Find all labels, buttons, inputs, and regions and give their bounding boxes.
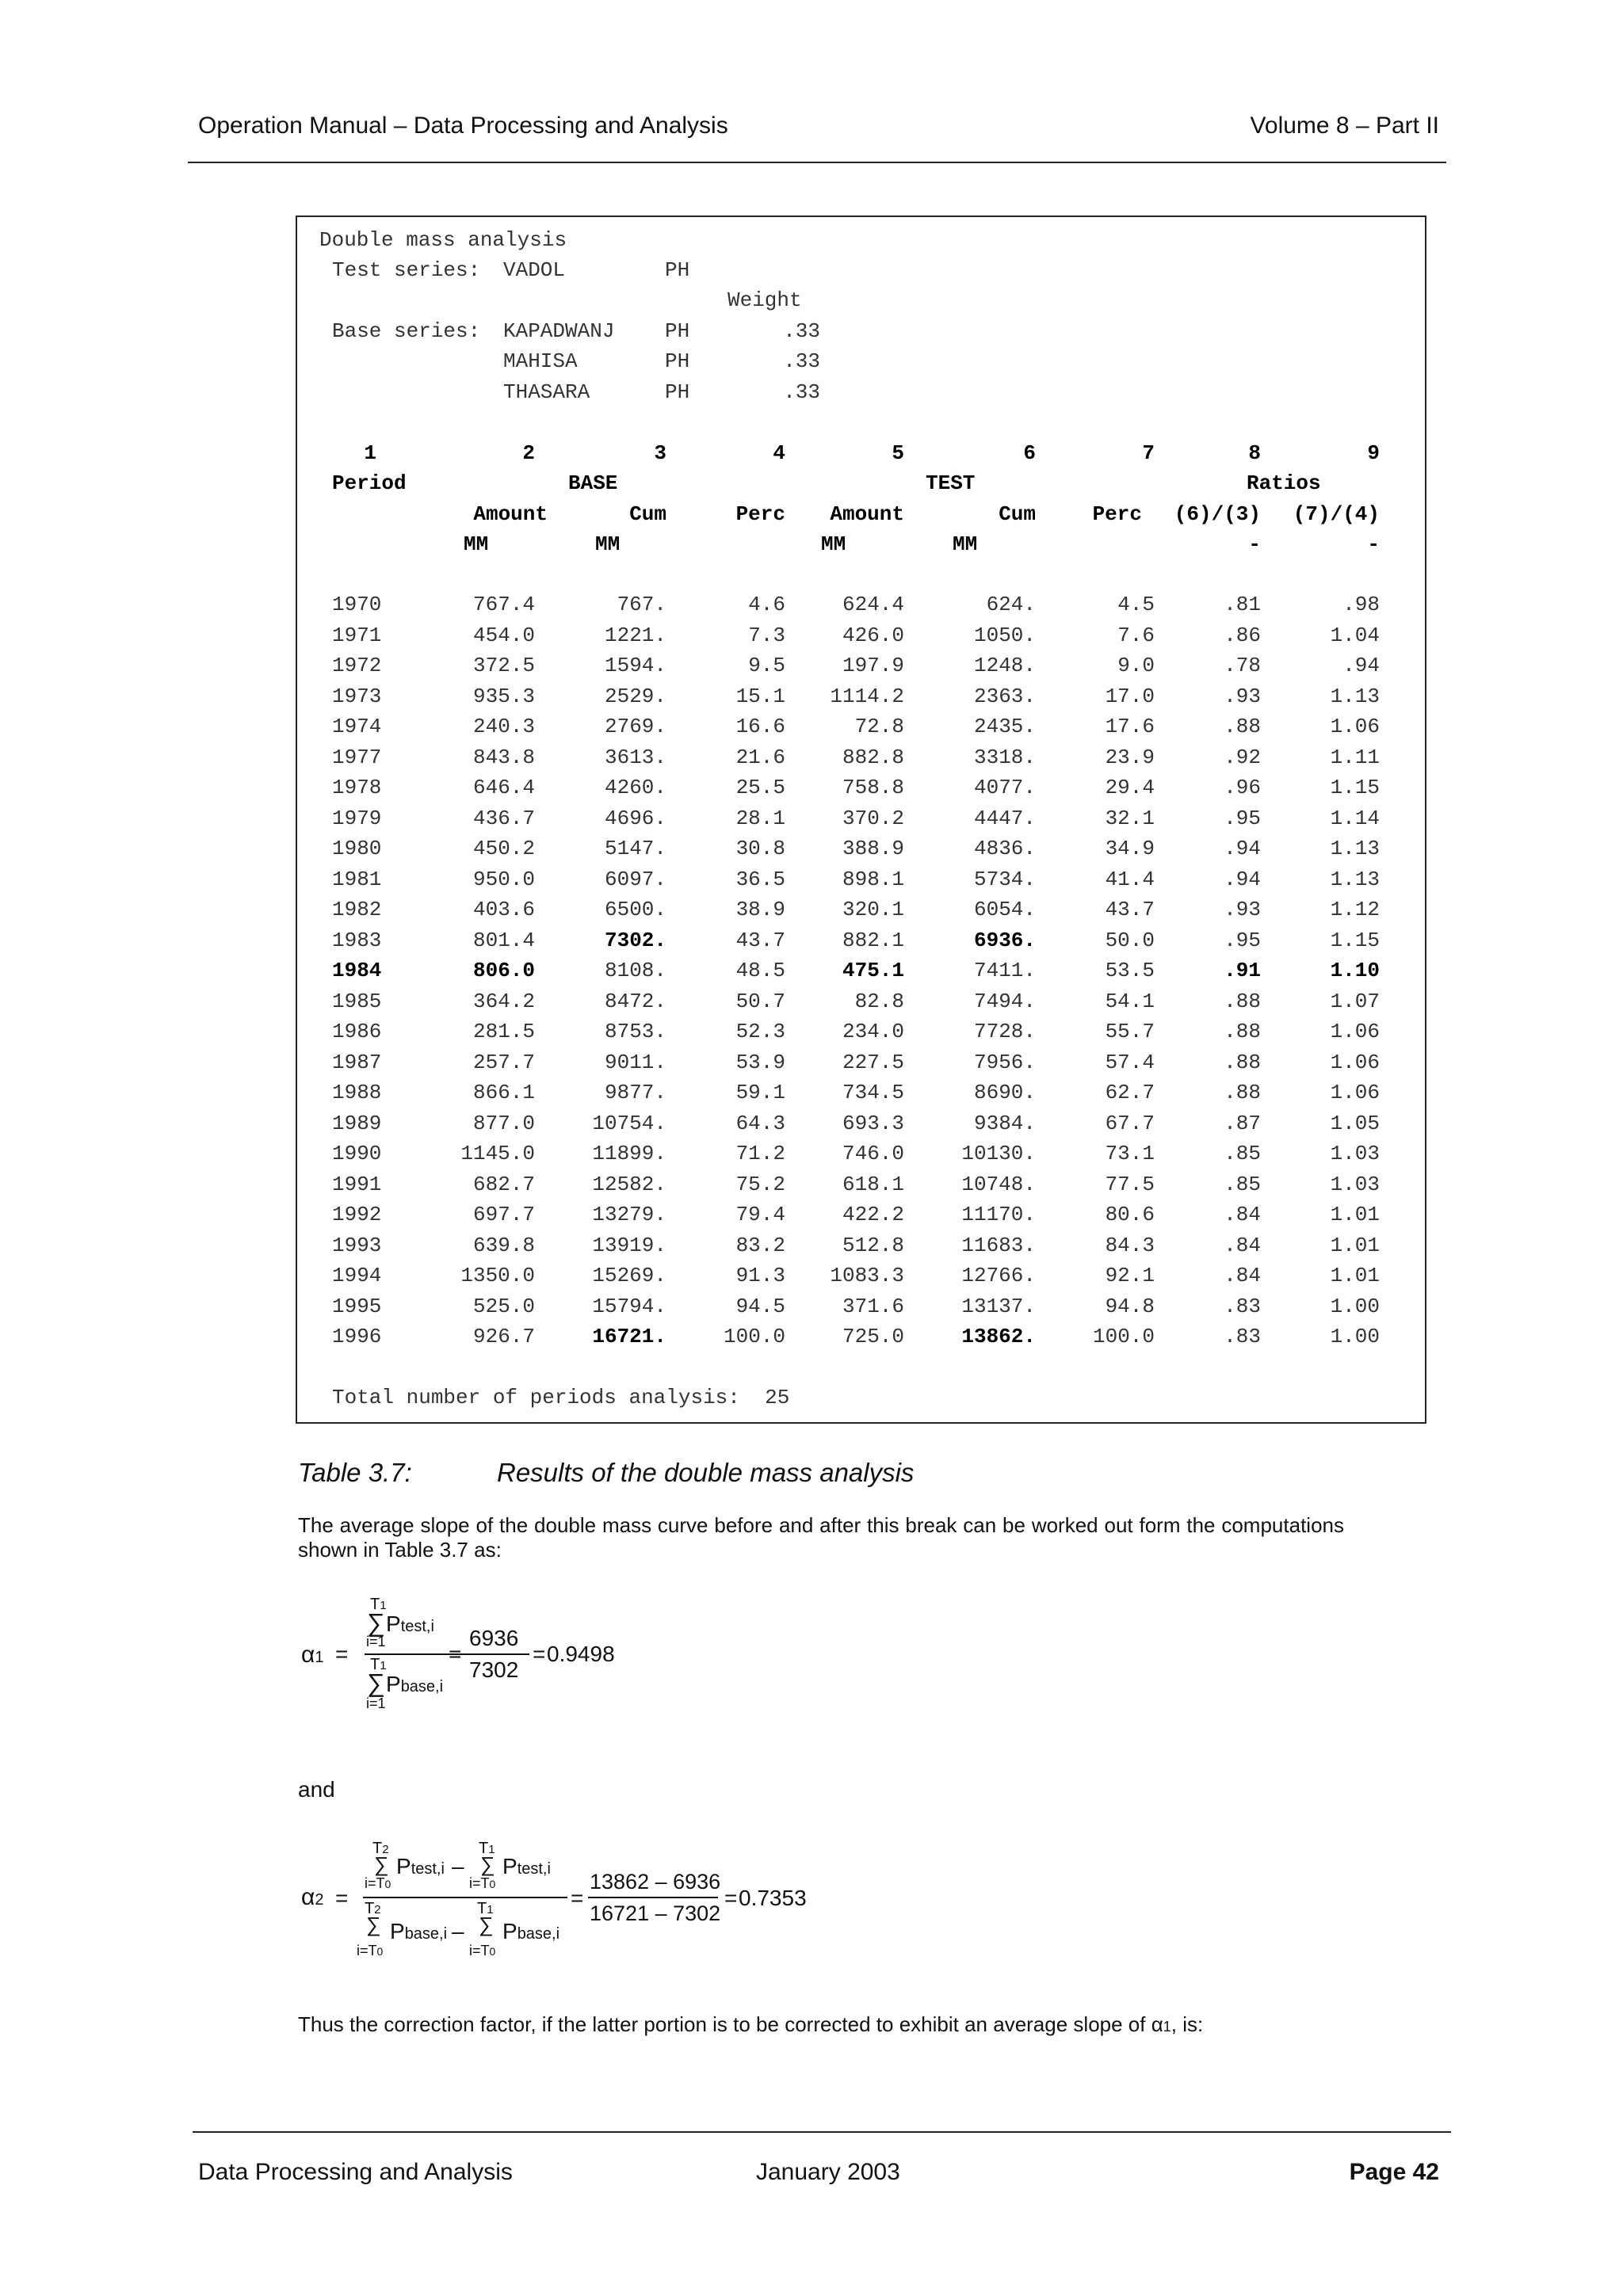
- table-cell: 34.9: [1105, 837, 1155, 860]
- table-cell: 281.5: [472, 1020, 535, 1043]
- table-cell: .92: [1224, 745, 1261, 769]
- table-cell: 10130.: [961, 1142, 1036, 1165]
- base-station-name: KAPADWANJ: [503, 319, 615, 343]
- perc-header: Perc: [1092, 502, 1142, 526]
- table-cell: 1982: [332, 898, 382, 921]
- table-cell: 320.1: [842, 898, 904, 921]
- paragraph-correction-text: Thus the correction factor, if the latter portion is to be corrected to exhibit an average slope of: [298, 2012, 1146, 2036]
- table-cell: 1981: [332, 867, 382, 891]
- paragraph-slope: The average slope of the double mass curve before and after this break can be worked out form the computations shown in Table 3.7 as:: [298, 1513, 1344, 1562]
- table-cell: 9877.: [604, 1081, 666, 1104]
- table-cell: 13919.: [592, 1233, 666, 1257]
- table-cell: 54.1: [1105, 989, 1155, 1013]
- table-cell: 512.8: [842, 1233, 904, 1257]
- table-cell: 6054.: [973, 898, 1036, 921]
- table-cell: 36.5: [735, 867, 785, 891]
- table-cell: 23.9: [1105, 745, 1155, 769]
- table-cell: 6097.: [604, 867, 666, 891]
- table-cell: 1993: [332, 1233, 382, 1257]
- table-cell: 9011.: [604, 1050, 666, 1074]
- table-cell: 388.9: [842, 837, 904, 860]
- base-station-weight: .33: [783, 319, 820, 343]
- table-cell: 48.5: [735, 959, 785, 982]
- col-number: 4: [773, 441, 785, 465]
- table-cell: .88: [1224, 989, 1261, 1013]
- double-mass-table-box: [296, 215, 1426, 1424]
- table-cell: .94: [1224, 837, 1261, 860]
- table-cell: 41.4: [1105, 867, 1155, 891]
- table-cell: 7956.: [973, 1050, 1036, 1074]
- table-cell: 1985: [332, 989, 382, 1013]
- table-cell: 62.7: [1105, 1081, 1155, 1104]
- table-cell: 1248.: [973, 654, 1036, 677]
- table-cell: 1.06: [1330, 715, 1380, 738]
- table-cell: 801.4: [472, 928, 535, 952]
- table-cell: 1977: [332, 745, 382, 769]
- base-station-type: PH: [665, 319, 690, 343]
- table-cell: .86: [1224, 623, 1261, 647]
- table-cell: 197.9: [842, 654, 904, 677]
- caption-title: Results of the double mass analysis: [497, 1458, 915, 1487]
- base-header: BASE: [568, 471, 618, 495]
- table-cell: .95: [1224, 928, 1261, 952]
- table-cell: .96: [1224, 776, 1261, 799]
- unit-mm: MM: [464, 532, 489, 556]
- table-cell: 50.7: [735, 989, 785, 1013]
- table-cell: 682.7: [472, 1172, 535, 1196]
- table-cell: 1996: [332, 1325, 382, 1348]
- cum-header: Cum: [999, 502, 1036, 526]
- table-cell: 3613.: [604, 745, 666, 769]
- unit-dash: -: [1248, 532, 1261, 556]
- table-cell: 843.8: [472, 745, 535, 769]
- table-cell: 767.4: [472, 593, 535, 616]
- table-cell: 5147.: [604, 837, 666, 860]
- table-cell: .83: [1224, 1294, 1261, 1318]
- table-cell: 3318.: [973, 745, 1036, 769]
- table-cell: .88: [1224, 1050, 1261, 1074]
- table-cell: 436.7: [472, 806, 535, 830]
- table-cell: 4447.: [973, 806, 1036, 830]
- base-station-name: THASARA: [503, 380, 590, 404]
- caption-number: Table 3.7:: [298, 1458, 412, 1487]
- base-series-label: Base series:: [332, 319, 481, 343]
- table-cell: 725.0: [842, 1325, 904, 1348]
- table-cell: .87: [1224, 1111, 1261, 1135]
- table-cell: 882.8: [842, 745, 904, 769]
- table-cell: 1.06: [1330, 1081, 1380, 1104]
- perc-header: Perc: [735, 502, 785, 526]
- table-cell: 57.4: [1105, 1050, 1155, 1074]
- equation-alpha-2: α2 = T2 ∑ Ptest,i – T1 ∑ Ptest,i i=T0 i=T0 T2 ∑ Pbase,i – T1 ∑ Pbase,i i=T0 i=T0 = 13862 – 6936 16721 – 7302 = 0.7353: [301, 1840, 807, 1958]
- table-cell: 1.12: [1330, 898, 1380, 921]
- table-cell: 53.9: [735, 1050, 785, 1074]
- col-number: 5: [892, 441, 904, 465]
- table-cell: 475.1: [842, 959, 904, 982]
- table-cell: 100.0: [1092, 1325, 1155, 1348]
- alpha-1-symbol: α1: [1151, 2012, 1171, 2036]
- table-cell: 734.5: [842, 1081, 904, 1104]
- ratio-1-header: (6)/(3): [1174, 502, 1261, 526]
- table-cell: 10748.: [961, 1172, 1036, 1196]
- paragraph-correction-suffix: , is:: [1170, 2012, 1204, 2036]
- footer-date: January 2003: [756, 2159, 900, 2185]
- table-cell: 1978: [332, 776, 382, 799]
- table-cell: 525.0: [472, 1294, 535, 1318]
- test-header: TEST: [926, 471, 976, 495]
- table-cell: .94: [1224, 867, 1261, 891]
- table-cell: 38.9: [735, 898, 785, 921]
- unit-mm: MM: [953, 532, 978, 556]
- table-cell: 13862.: [961, 1325, 1036, 1348]
- table-cell: .84: [1224, 1264, 1261, 1287]
- amount-header: Amount: [473, 502, 548, 526]
- table-cell: 28.1: [735, 806, 785, 830]
- table-cell: 8108.: [604, 959, 666, 982]
- table-cell: 7728.: [973, 1020, 1036, 1043]
- table-cell: 80.6: [1105, 1203, 1155, 1226]
- table-cell: 1145.0: [460, 1142, 535, 1165]
- table-cell: 25.5: [735, 776, 785, 799]
- table-cell: 6936.: [973, 928, 1036, 952]
- table-cell: .94: [1342, 654, 1380, 677]
- table-cell: 11899.: [592, 1142, 666, 1165]
- table-cell: 29.4: [1105, 776, 1155, 799]
- table-cell: 2363.: [973, 684, 1036, 708]
- table-cell: 372.5: [472, 654, 535, 677]
- table-cell: 624.4: [842, 593, 904, 616]
- table-cell: 1.15: [1330, 776, 1380, 799]
- table-cell: 257.7: [472, 1050, 535, 1074]
- table-cell: 1350.0: [460, 1264, 535, 1287]
- table-cell: .85: [1224, 1142, 1261, 1165]
- test-type: PH: [665, 258, 690, 282]
- table-cell: 55.7: [1105, 1020, 1155, 1043]
- table-cell: 767.: [617, 593, 666, 616]
- table-cell: 1979: [332, 806, 382, 830]
- table-cell: 1.01: [1330, 1264, 1380, 1287]
- table-cell: 624.: [986, 593, 1036, 616]
- table-cell: 75.2: [735, 1172, 785, 1196]
- table-cell: 4.6: [748, 593, 785, 616]
- header-volume: Volume 8 – Part II: [1250, 113, 1439, 139]
- table-cell: 1971: [332, 623, 382, 647]
- table-cell: 1994: [332, 1264, 382, 1287]
- table-cell: 746.0: [842, 1142, 904, 1165]
- table-cell: 806.0: [472, 959, 535, 982]
- test-series-label: Test series:: [332, 258, 481, 282]
- table-cell: 13279.: [592, 1203, 666, 1226]
- table-cell: 1.01: [1330, 1233, 1380, 1257]
- table-cell: 100.0: [723, 1325, 785, 1348]
- table-cell: 1.01: [1330, 1203, 1380, 1226]
- table-cell: 1.05: [1330, 1111, 1380, 1135]
- table-cell: 370.2: [842, 806, 904, 830]
- table-cell: .78: [1224, 654, 1261, 677]
- col-number: 7: [1142, 441, 1155, 465]
- table-cell: 7494.: [973, 989, 1036, 1013]
- table-cell: 1995: [332, 1294, 382, 1318]
- col-number: 6: [1023, 441, 1036, 465]
- table-cell: 15.1: [735, 684, 785, 708]
- table-cell: 7302.: [604, 928, 666, 952]
- table-cell: 8472.: [604, 989, 666, 1013]
- equation-alpha-1: α1 = T1 ∑ Ptest,i i=1 T1 ∑ Pbase,i i=1 = 6936 7302 = 0.9498: [301, 1596, 615, 1711]
- table-cell: 1990: [332, 1142, 382, 1165]
- table-cell: .88: [1224, 1081, 1261, 1104]
- table-cell: 73.1: [1105, 1142, 1155, 1165]
- table-cell: .84: [1224, 1203, 1261, 1226]
- table-cell: 618.1: [842, 1172, 904, 1196]
- table-cell: 1221.: [604, 623, 666, 647]
- amount-header: Amount: [830, 502, 904, 526]
- table-cell: 371.6: [842, 1294, 904, 1318]
- table-cell: 1974: [332, 715, 382, 738]
- table-cell: .98: [1342, 593, 1380, 616]
- table-cell: 2435.: [973, 715, 1036, 738]
- weight-label: Weight: [727, 288, 802, 312]
- table-cell: 15794.: [592, 1294, 666, 1318]
- table-cell: 4836.: [973, 837, 1036, 860]
- table-cell: 8690.: [973, 1081, 1036, 1104]
- table-cell: 77.5: [1105, 1172, 1155, 1196]
- table-cell: 866.1: [472, 1081, 535, 1104]
- page-number: Page 42: [1349, 2159, 1439, 2185]
- table-cell: 454.0: [472, 623, 535, 647]
- table-cell: 91.3: [735, 1264, 785, 1287]
- table-cell: 1972: [332, 654, 382, 677]
- table-cell: 1.13: [1330, 867, 1380, 891]
- table-cell: 1.13: [1330, 837, 1380, 860]
- table-cell: 2529.: [604, 684, 666, 708]
- table-cell: 94.5: [735, 1294, 785, 1318]
- table-cell: 1083.3: [830, 1264, 904, 1287]
- table-cell: 9.5: [748, 654, 785, 677]
- table-cell: 1.00: [1330, 1325, 1380, 1348]
- table-cell: 1.00: [1330, 1294, 1380, 1318]
- table-cell: 877.0: [472, 1111, 535, 1135]
- table-cell: .88: [1224, 715, 1261, 738]
- table-cell: 8753.: [604, 1020, 666, 1043]
- table-cell: 16721.: [592, 1325, 666, 1348]
- table-cell: 9.0: [1117, 654, 1155, 677]
- table-cell: 426.0: [842, 623, 904, 647]
- table-cell: 94.8: [1105, 1294, 1155, 1318]
- table-cell: 935.3: [472, 684, 535, 708]
- table-cell: 15269.: [592, 1264, 666, 1287]
- table-cell: 422.2: [842, 1203, 904, 1226]
- table-cell: 17.6: [1105, 715, 1155, 738]
- table-cell: 4.5: [1117, 593, 1155, 616]
- table-cell: 1594.: [604, 654, 666, 677]
- table-cell: 4260.: [604, 776, 666, 799]
- table-cell: 52.3: [735, 1020, 785, 1043]
- table-cell: 53.5: [1105, 959, 1155, 982]
- table-cell: 5734.: [973, 867, 1036, 891]
- unit-dash: -: [1367, 532, 1380, 556]
- base-station-name: MAHISA: [503, 349, 578, 373]
- table-cell: 43.7: [735, 928, 785, 952]
- table-cell: 83.2: [735, 1233, 785, 1257]
- table-cell: 30.8: [735, 837, 785, 860]
- table-cell: 16.6: [735, 715, 785, 738]
- table-cell: 1.07: [1330, 989, 1380, 1013]
- table-cell: 11683.: [961, 1233, 1036, 1257]
- table-cell: 1987: [332, 1050, 382, 1074]
- table-cell: 21.6: [735, 745, 785, 769]
- table-cell: 59.1: [735, 1081, 785, 1104]
- paragraph-correction: [298, 2012, 1203, 2037]
- table-cell: 72.8: [854, 715, 904, 738]
- table-cell: 1970: [332, 593, 382, 616]
- table-cell: 364.2: [472, 989, 535, 1013]
- table-cell: 1983: [332, 928, 382, 952]
- table-cell: 1.03: [1330, 1142, 1380, 1165]
- table-cell: 2769.: [604, 715, 666, 738]
- table-cell: .93: [1224, 898, 1261, 921]
- table-cell: 1.13: [1330, 684, 1380, 708]
- cum-header: Cum: [629, 502, 666, 526]
- table-cell: 1.06: [1330, 1020, 1380, 1043]
- table-cell: 1050.: [973, 623, 1036, 647]
- table-cell: 92.1: [1105, 1264, 1155, 1287]
- table-cell: .95: [1224, 806, 1261, 830]
- table-cell: 646.4: [472, 776, 535, 799]
- table-cell: 82.8: [854, 989, 904, 1013]
- table-cell: 1.15: [1330, 928, 1380, 952]
- and-text: and: [298, 1777, 335, 1802]
- table-cell: 1.04: [1330, 623, 1380, 647]
- table-cell: 1.06: [1330, 1050, 1380, 1074]
- period-header: Period: [332, 471, 407, 495]
- col-number: 1: [364, 441, 376, 465]
- table-cell: .91: [1224, 959, 1261, 982]
- table-cell: 67.7: [1105, 1111, 1155, 1135]
- unit-mm: MM: [595, 532, 621, 556]
- table-cell: 240.3: [472, 715, 535, 738]
- test-station: VADOL: [503, 258, 566, 282]
- table-cell: 4077.: [973, 776, 1036, 799]
- ratio-2-header: (7)/(4): [1293, 502, 1380, 526]
- table-cell: 1991: [332, 1172, 382, 1196]
- table-cell: 227.5: [842, 1050, 904, 1074]
- table-cell: 693.3: [842, 1111, 904, 1135]
- table-cell: 926.7: [472, 1325, 535, 1348]
- table-cell: 697.7: [472, 1203, 535, 1226]
- table-cell: 12766.: [961, 1264, 1036, 1287]
- base-station-type: PH: [665, 349, 690, 373]
- table-cell: 1.14: [1330, 806, 1380, 830]
- table-cell: 1114.2: [830, 684, 904, 708]
- table-cell: 234.0: [842, 1020, 904, 1043]
- table-cell: 882.1: [842, 928, 904, 952]
- table-cell: 64.3: [735, 1111, 785, 1135]
- table-cell: 12582.: [592, 1172, 666, 1196]
- table-cell: 32.1: [1105, 806, 1155, 830]
- table-cell: .93: [1224, 684, 1261, 708]
- table-cell: 1.03: [1330, 1172, 1380, 1196]
- footer-rule: [193, 2131, 1451, 2133]
- table-cell: 1989: [332, 1111, 382, 1135]
- footer-left: Data Processing and Analysis: [198, 2159, 513, 2185]
- table-cell: 10754.: [592, 1111, 666, 1135]
- header-rule: [188, 162, 1446, 163]
- table-cell: 1988: [332, 1081, 382, 1104]
- table-cell: 450.2: [472, 837, 535, 860]
- table-cell: .84: [1224, 1233, 1261, 1257]
- table-cell: 950.0: [472, 867, 535, 891]
- table-cell: 898.1: [842, 867, 904, 891]
- table-cell: 79.4: [735, 1203, 785, 1226]
- table-cell: 50.0: [1105, 928, 1155, 952]
- total-periods-line: Total number of periods analysis: 25: [332, 1386, 790, 1409]
- table-cell: 17.0: [1105, 684, 1155, 708]
- table-cell: 11170.: [961, 1203, 1036, 1226]
- table-cell: 7411.: [973, 959, 1036, 982]
- table-cell: 7.3: [748, 623, 785, 647]
- table-cell: 1980: [332, 837, 382, 860]
- base-station-weight: .33: [783, 349, 820, 373]
- table-cell: 1.10: [1330, 959, 1380, 982]
- table-cell: .81: [1224, 593, 1261, 616]
- table-cell: .85: [1224, 1172, 1261, 1196]
- col-number: 3: [654, 441, 666, 465]
- header-title: Operation Manual – Data Processing and Analysis: [198, 113, 728, 139]
- table-cell: 7.6: [1117, 623, 1155, 647]
- col-number: 2: [522, 441, 535, 465]
- table-cell: 1992: [332, 1203, 382, 1226]
- table-cell: 639.8: [472, 1233, 535, 1257]
- col-number: 8: [1248, 441, 1261, 465]
- table-cell: 1.11: [1330, 745, 1380, 769]
- base-station-weight: .33: [783, 380, 820, 404]
- table-cell: 6500.: [604, 898, 666, 921]
- base-station-type: PH: [665, 380, 690, 404]
- table-cell: .88: [1224, 1020, 1261, 1043]
- unit-mm: MM: [821, 532, 846, 556]
- table-cell: 9384.: [973, 1111, 1036, 1135]
- table-cell: .83: [1224, 1325, 1261, 1348]
- table-cell: 1973: [332, 684, 382, 708]
- table-cell: 1984: [332, 959, 382, 982]
- table-cell: 84.3: [1105, 1233, 1155, 1257]
- table-cell: 13137.: [961, 1294, 1036, 1318]
- col-number: 9: [1367, 441, 1380, 465]
- ratios-header: Ratios: [1247, 471, 1321, 495]
- table-cell: 71.2: [735, 1142, 785, 1165]
- table-cell: 4696.: [604, 806, 666, 830]
- table-cell: 1986: [332, 1020, 382, 1043]
- table-cell: 43.7: [1105, 898, 1155, 921]
- box-title: Double mass analysis: [319, 228, 567, 252]
- table-cell: 403.6: [472, 898, 535, 921]
- table-cell: 758.8: [842, 776, 904, 799]
